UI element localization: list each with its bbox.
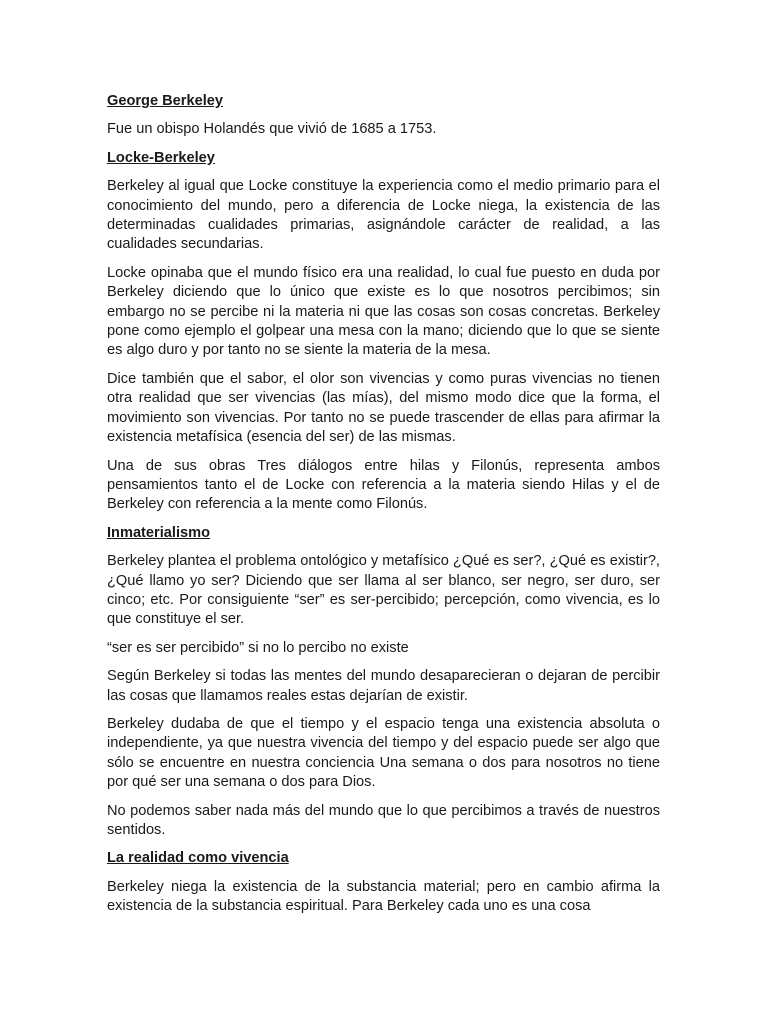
- paragraph-ser-percibido: “ser es ser percibido” si no lo percibo no existe: [107, 639, 409, 656]
- heading-george-berkeley: George Berkeley: [107, 93, 224, 109]
- document-body: [107, 92, 660, 926]
- heading-realidad-vivencia: La realidad como vivencia: [107, 850, 289, 867]
- paragraph-experience: Berkeley al igual que Locke constituye la experiencia como el medio primario para el conocimiento del mundo, pero a diferencia de Locke niega, la existencia de las determinadas cualidades primarias, asignándole carácter de realidad, a las cualidades secundarias.: [107, 178, 660, 253]
- heading-inmaterialismo: Inmaterialismo: [107, 524, 211, 541]
- paragraph-dialogos: Una de sus obras Tres diálogos entre hilas y Filonús, representa ambos pensamientos tanto el de Locke con referencia a la materia siendo Hilas y el de Berkeley con referencia a la mente como Filonús.: [107, 457, 660, 513]
- paragraph-intro: Fue un obispo Holandés que vivió de 1685 a 1753.: [107, 121, 437, 138]
- heading-locke-berkeley: Locke-Berkeley: [107, 149, 215, 166]
- paragraph-ontologico: Berkeley plantea el problema ontológico y metafísico ¿Qué es ser?, ¿Qué es existir?, ¿Qué llamo yo ser? Diciendo que ser llama al ser blanco, ser negro, ser duro, ser cinco; etc. Por consiguiente “ser” es ser-percibido; percepción, como vivencia, es lo que constituye el ser.: [107, 553, 660, 628]
- paragraph-tiempo-espacio: Berkeley dudaba de que el tiempo y el espacio tenga una existencia absoluta o independiente, ya que nuestra vivencia del tiempo y del espacio puede ser algo que sólo se encuentre en nuestra conciencia Una semana o dos para nosotros no tiene por qué ser una semana o dos para Dios.: [107, 715, 660, 791]
- paragraph-sentidos: No podemos saber nada más del mundo que lo que percibimos a través de nuestros sentidos.: [107, 802, 660, 838]
- paragraph-substancia: Berkeley niega la existencia de la substancia material; pero en cambio afirma la existencia de la substancia espiritual. Para Berkeley cada uno es una cosa: [107, 878, 660, 915]
- paragraph-mentes: Según Berkeley si todas las mentes del mundo desaparecieran o dejaran de percibir las cosas que llamamos reales estas dejarían de existir.: [107, 668, 660, 704]
- paragraph-vivencias: Dice también que el sabor, el olor son vivencias y como puras vivencias no tienen otra realidad que ser vivencias (las mías), del mismo modo dice que la forma, el movimiento son vivencias. Por tanto no se puede trascender de ellas para afirmar la existencia metafísica (esencia del ser) de las mismas.: [107, 370, 660, 446]
- paragraph-locke-opinion: Locke opinaba que el mundo físico era una realidad, lo cual fue puesto en duda por Berkeley diciendo que lo único que existe es lo que nosotros percibimos; sin embargo no se percibe ni la materia ni que las cosas son cosas concretas. Berkeley pone como ejemplo el golpear una mesa con la mano; diciendo que lo que se siente es algo duro y por tanto no se siente la materia de la mesa.: [107, 264, 660, 359]
